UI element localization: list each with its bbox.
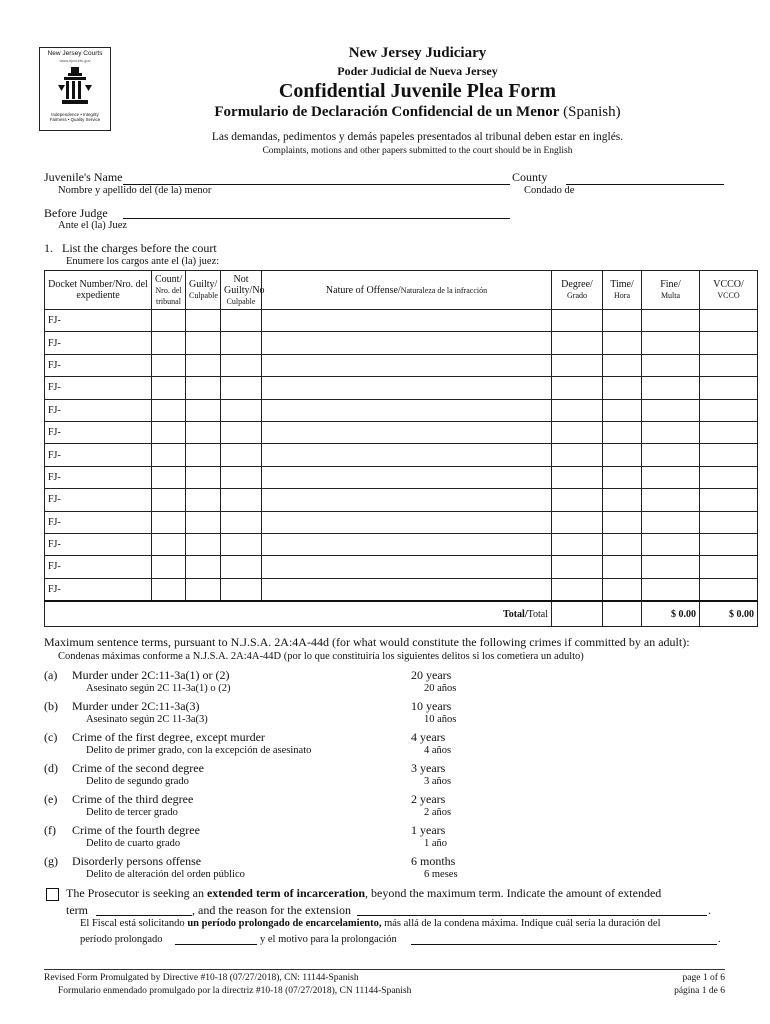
vcco-cell[interactable] xyxy=(700,354,758,376)
org-name-es: Poder Judicial de Nueva Jersey xyxy=(337,64,498,78)
fine-cell[interactable] xyxy=(642,354,700,376)
col-docket: Docket Number/Nro. del expediente xyxy=(45,271,152,310)
nature-cell[interactable] xyxy=(262,489,552,511)
charge-row xyxy=(45,444,758,466)
degree-cell[interactable] xyxy=(552,332,603,354)
docket-cell[interactable]: FJ- xyxy=(45,533,152,555)
charge-row xyxy=(45,377,758,399)
extended-reason-label: , and the reason for the extension xyxy=(192,903,351,917)
nature-cell[interactable] xyxy=(262,310,552,332)
not-guilty-cell[interactable] xyxy=(221,421,262,443)
degree-cell[interactable] xyxy=(552,354,603,376)
time-cell[interactable] xyxy=(603,533,642,555)
charge-row xyxy=(45,533,758,555)
sentence-term: 10 years xyxy=(411,699,452,713)
time-cell[interactable] xyxy=(603,421,642,443)
count-cell[interactable] xyxy=(152,332,186,354)
sentence-letter: (d) xyxy=(44,761,58,775)
col-degree: Degree/ Grado xyxy=(552,271,603,310)
fine-cell[interactable] xyxy=(642,332,700,354)
nature-cell[interactable] xyxy=(262,466,552,488)
count-cell[interactable] xyxy=(152,377,186,399)
fine-cell[interactable] xyxy=(642,399,700,421)
time-cell[interactable] xyxy=(603,489,642,511)
charge-row xyxy=(45,466,758,488)
total-label: Total/Total xyxy=(45,601,552,627)
col-vcco: VCCO/ VCCO xyxy=(700,271,758,310)
nature-cell[interactable] xyxy=(262,421,552,443)
docket-cell[interactable]: FJ- xyxy=(45,399,152,421)
sentence-crime-es: Asesinato según 2C 11-3a(3) xyxy=(86,714,208,725)
logo-tagline: Independence • Integrity Fairness • Quality Service xyxy=(49,112,101,123)
docket-cell[interactable]: FJ- xyxy=(45,332,152,354)
total-degree-cell xyxy=(552,601,603,627)
charge-row xyxy=(45,332,758,354)
sentence-crime-es: Asesinato según 2C 11-3a(1) o (2) xyxy=(86,683,231,694)
footer-revised-es: Formulario enmendado promulgado por la directriz #10-18 (07/27/2018), CN 11144-Spanish xyxy=(58,986,412,996)
county-field[interactable] xyxy=(566,171,724,185)
sentence-term: 4 years xyxy=(411,730,446,744)
vcco-cell[interactable] xyxy=(700,511,758,533)
total-vcco: $ 0.00 xyxy=(700,601,758,627)
vcco-cell[interactable] xyxy=(700,556,758,578)
time-cell[interactable] xyxy=(603,578,642,601)
charge-row xyxy=(45,511,758,533)
docket-cell[interactable]: FJ- xyxy=(45,377,152,399)
col-nature: Nature of Offense/Naturaleza de la infracción xyxy=(262,271,552,310)
guilty-cell[interactable] xyxy=(186,556,221,578)
time-cell[interactable] xyxy=(603,556,642,578)
docket-cell[interactable]: FJ- xyxy=(45,421,152,443)
total-time-cell xyxy=(603,601,642,627)
footer-revised: Revised Form Promulgated by Directive #10-18 (07/27/2018), CN: 11144-Spanish xyxy=(44,973,359,983)
docket-cell[interactable]: FJ- xyxy=(45,578,152,601)
degree-cell[interactable] xyxy=(552,511,603,533)
extended-period-es: . xyxy=(718,934,721,945)
sentence-crime-es: Delito de tercer grado xyxy=(86,807,178,818)
vcco-cell[interactable] xyxy=(700,578,758,601)
juvenile-name-field[interactable] xyxy=(123,171,510,185)
not-guilty-cell[interactable] xyxy=(221,377,262,399)
sentence-crime: Murder under 2C:11-3a(1) or (2) xyxy=(72,668,230,682)
count-cell[interactable] xyxy=(152,444,186,466)
count-cell[interactable] xyxy=(152,466,186,488)
sentence-crime-es: Delito de segundo grado xyxy=(86,776,189,787)
before-judge-label: Before Judge xyxy=(44,206,108,220)
sentence-term-es: 2 años xyxy=(424,807,452,818)
guilty-cell[interactable] xyxy=(186,444,221,466)
vcco-cell[interactable] xyxy=(700,466,758,488)
section-1-title-es: Enumere los cargos ante el (la) juez: xyxy=(66,256,220,267)
not-guilty-cell[interactable] xyxy=(221,310,262,332)
degree-cell[interactable] xyxy=(552,466,603,488)
not-guilty-cell[interactable] xyxy=(221,466,262,488)
fine-cell[interactable] xyxy=(642,556,700,578)
count-cell[interactable] xyxy=(152,310,186,332)
sentence-crime-es: Delito de primer grado, con la excepción de asesinato xyxy=(86,745,312,756)
logo-title: New Jersey Courts xyxy=(47,50,103,57)
section-1-title: 1. List the charges before the court xyxy=(44,241,217,255)
degree-cell[interactable] xyxy=(552,310,603,332)
col-not-guilty: Not Guilty/No Culpable xyxy=(221,271,262,310)
sentence-letter: (e) xyxy=(44,792,58,806)
nature-cell[interactable] xyxy=(262,354,552,376)
page-number: page 1 of 6 xyxy=(682,973,725,983)
extended-reason-label-es: y el motivo para la prolongación xyxy=(260,934,397,945)
not-guilty-cell[interactable] xyxy=(221,578,262,601)
sentence-crime: Crime of the second degree xyxy=(72,761,204,775)
sentence-crime: Crime of the fourth degree xyxy=(72,823,200,837)
vcco-cell[interactable] xyxy=(700,533,758,555)
org-name: New Jersey Judiciary xyxy=(348,45,487,61)
vcco-cell[interactable] xyxy=(700,421,758,443)
time-cell[interactable] xyxy=(603,310,642,332)
vcco-cell[interactable] xyxy=(700,399,758,421)
sentence-term: 2 years xyxy=(411,792,446,806)
sentence-crime-es: Delito de alteración del orden público xyxy=(86,869,245,880)
sentence-term-es: 10 años xyxy=(424,714,457,725)
docket-cell[interactable]: FJ- xyxy=(45,489,152,511)
extended-period-field-es[interactable] xyxy=(175,933,257,945)
sentence-term-es: 3 años xyxy=(424,776,452,787)
sentence-term-es: 1 año xyxy=(424,838,448,849)
sentence-crime: Disorderly persons offense xyxy=(72,854,202,868)
extended-term-text: The Prosecutor is seeking an extended term of incarceration, beyond the maximum term. Indicate the amount of extended xyxy=(66,886,662,900)
sentence-letter: (g) xyxy=(44,854,58,868)
charge-row xyxy=(45,399,758,421)
extended-term-text-es: El Fiscal está solicitando un período prolongado de encarcelamiento, más allá de la condena máxima. Indique cuál sería la duración del xyxy=(80,918,661,929)
degree-cell[interactable] xyxy=(552,533,603,555)
col-count: Count/ Nro. del tribunal xyxy=(152,271,186,310)
extended-term-amount-field[interactable] xyxy=(96,902,192,916)
nj-courts-logo xyxy=(39,47,111,131)
fine-cell[interactable] xyxy=(642,421,700,443)
nature-cell[interactable] xyxy=(262,511,552,533)
extended-reason-field[interactable] xyxy=(357,902,707,916)
footer-divider xyxy=(44,969,725,970)
sentence-term-es: 4 años xyxy=(424,745,452,756)
vcco-cell[interactable] xyxy=(700,332,758,354)
sentence-crime-es: Delito de cuarto grado xyxy=(86,838,181,849)
col-time: Time/ Hora xyxy=(603,271,642,310)
fine-cell[interactable] xyxy=(642,444,700,466)
sentence-term: 20 years xyxy=(411,668,452,682)
juvenile-name-label-es: Nombre y apellido del (de la) menor xyxy=(58,185,212,196)
before-judge-label-es: Ante el (la) Juez xyxy=(58,220,128,231)
time-cell[interactable] xyxy=(603,332,642,354)
count-cell[interactable] xyxy=(152,354,186,376)
sentence-letter: (b) xyxy=(44,699,58,713)
extended-term-line: term xyxy=(66,903,88,917)
nature-cell[interactable] xyxy=(262,332,552,354)
sentence-crime: Crime of the first degree, except murder xyxy=(72,730,265,744)
charge-row xyxy=(45,310,758,332)
form-title-es: Formulario de Declaración Confidencial de un Menor (Spanish) xyxy=(214,104,621,120)
sentence-crime: Crime of the third degree xyxy=(72,792,194,806)
charge-row xyxy=(45,421,758,443)
time-cell[interactable] xyxy=(603,377,642,399)
guilty-cell[interactable] xyxy=(186,578,221,601)
charge-row xyxy=(45,578,758,601)
not-guilty-cell[interactable] xyxy=(221,489,262,511)
extended-term-checkbox[interactable] xyxy=(46,888,59,901)
count-cell[interactable] xyxy=(152,421,186,443)
nature-cell[interactable] xyxy=(262,377,552,399)
not-guilty-cell[interactable] xyxy=(221,332,262,354)
fine-cell[interactable] xyxy=(642,511,700,533)
docket-cell[interactable]: FJ- xyxy=(45,466,152,488)
extended-reason-field-es[interactable] xyxy=(411,933,717,945)
totals-row xyxy=(45,601,758,627)
logo-url: www.njcourts.gov xyxy=(59,58,91,63)
count-cell[interactable] xyxy=(152,399,186,421)
county-label-es: Condado de xyxy=(524,185,575,196)
time-cell[interactable] xyxy=(603,511,642,533)
not-guilty-cell[interactable] xyxy=(221,511,262,533)
not-guilty-cell[interactable] xyxy=(221,354,262,376)
nature-cell[interactable] xyxy=(262,444,552,466)
col-fine: Fine/ Multa xyxy=(642,271,700,310)
guilty-cell[interactable] xyxy=(186,399,221,421)
fine-cell[interactable] xyxy=(642,377,700,399)
docket-cell[interactable]: FJ- xyxy=(45,556,152,578)
charges-header-row xyxy=(45,271,758,310)
not-guilty-cell[interactable] xyxy=(221,444,262,466)
sentence-term: 1 years xyxy=(411,823,446,837)
charge-row xyxy=(45,556,758,578)
max-sentence-intro-es: Condenas máximas conforme a N.J.S.A. 2A:4A-44D (por lo que constituiría los siguientes delitos si los cometiera un adulto) xyxy=(58,651,584,662)
max-sentence-intro: Maximum sentence terms, pursuant to N.J.S.A. 2A:4A-44d (for what would constitute the following crimes if committed by an adult): xyxy=(44,635,690,649)
guilty-cell[interactable] xyxy=(186,533,221,555)
scales-of-justice-icon xyxy=(56,65,94,109)
nature-cell[interactable] xyxy=(262,533,552,555)
degree-cell[interactable] xyxy=(552,556,603,578)
nature-cell[interactable] xyxy=(262,556,552,578)
fine-cell[interactable] xyxy=(642,489,700,511)
charge-row xyxy=(45,489,758,511)
degree-cell[interactable] xyxy=(552,399,603,421)
form-title: Confidential Juvenile Plea Form xyxy=(278,80,557,102)
notice-es: Las demandas, pedimentos y demás papeles presentados al tribunal deben estar en inglés. xyxy=(211,131,624,143)
fine-cell[interactable] xyxy=(642,310,700,332)
count-cell[interactable] xyxy=(152,533,186,555)
degree-cell[interactable] xyxy=(552,578,603,601)
nature-cell[interactable] xyxy=(262,399,552,421)
juvenile-name-label: Juvenile's Name xyxy=(44,170,123,184)
docket-cell[interactable]: FJ- xyxy=(45,444,152,466)
sentence-term: 3 years xyxy=(411,761,446,775)
docket-cell[interactable]: FJ- xyxy=(45,511,152,533)
sentence-term: 6 months xyxy=(411,854,456,868)
guilty-cell[interactable] xyxy=(186,421,221,443)
time-cell[interactable] xyxy=(603,466,642,488)
sentence-letter: (c) xyxy=(44,730,58,744)
vcco-cell[interactable] xyxy=(700,310,758,332)
not-guilty-cell[interactable] xyxy=(221,399,262,421)
degree-cell[interactable] xyxy=(552,377,603,399)
charge-row xyxy=(45,354,758,376)
time-cell[interactable] xyxy=(603,354,642,376)
fine-cell[interactable] xyxy=(642,578,700,601)
vcco-cell[interactable] xyxy=(700,444,758,466)
sentence-letter: (f) xyxy=(44,823,56,837)
guilty-cell[interactable] xyxy=(186,332,221,354)
notice-en: Complaints, motions and other papers submitted to the court should be in English xyxy=(262,146,573,156)
vcco-cell[interactable] xyxy=(700,377,758,399)
degree-cell[interactable] xyxy=(552,421,603,443)
charges-table xyxy=(44,270,758,627)
fine-cell[interactable] xyxy=(642,533,700,555)
col-guilty: Guilty/ Culpable xyxy=(186,271,221,310)
docket-cell[interactable]: FJ- xyxy=(45,354,152,376)
count-cell[interactable] xyxy=(152,511,186,533)
guilty-cell[interactable] xyxy=(186,466,221,488)
page-number-es: página 1 de 6 xyxy=(674,986,725,996)
docket-cell[interactable]: FJ- xyxy=(45,310,152,332)
county-label: County xyxy=(512,170,548,184)
not-guilty-cell[interactable] xyxy=(221,533,262,555)
sentence-term-es: 20 años xyxy=(424,683,457,694)
count-cell[interactable] xyxy=(152,489,186,511)
vcco-cell[interactable] xyxy=(700,489,758,511)
sentence-crime: Murder under 2C:11-3a(3) xyxy=(72,699,200,713)
sentence-letter: (a) xyxy=(44,668,58,682)
degree-cell[interactable] xyxy=(552,489,603,511)
time-cell[interactable] xyxy=(603,444,642,466)
degree-cell[interactable] xyxy=(552,444,603,466)
count-cell[interactable] xyxy=(152,556,186,578)
time-cell[interactable] xyxy=(603,399,642,421)
guilty-cell[interactable] xyxy=(186,377,221,399)
fine-cell[interactable] xyxy=(642,466,700,488)
not-guilty-cell[interactable] xyxy=(221,556,262,578)
count-cell[interactable] xyxy=(152,578,186,601)
guilty-cell[interactable] xyxy=(186,511,221,533)
judge-field[interactable] xyxy=(123,205,510,219)
extended-period-label-es: período prolongado xyxy=(80,934,163,945)
total-fine: $ 0.00 xyxy=(642,601,700,627)
guilty-cell[interactable] xyxy=(186,489,221,511)
nature-cell[interactable] xyxy=(262,578,552,601)
sentence-term-es: 6 meses xyxy=(424,869,458,880)
guilty-cell[interactable] xyxy=(186,354,221,376)
extended-period: . xyxy=(708,903,711,917)
guilty-cell[interactable] xyxy=(186,310,221,332)
